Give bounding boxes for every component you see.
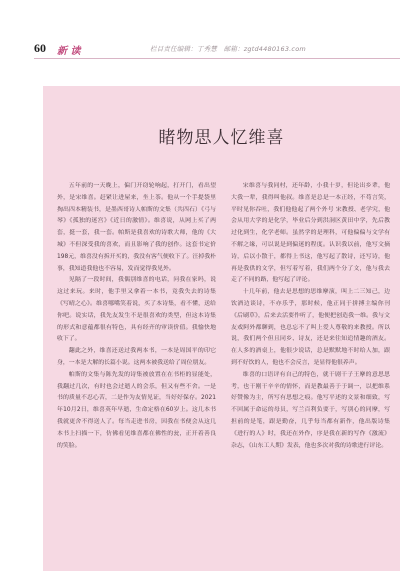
editor-info: 栏目责任编辑：丁秀慧 邮箱：zgtd4480163.com [150,45,306,53]
page-number: 60 [34,41,46,55]
paragraph: 宋维喜与我同村，还年龄，小我十岁，但论出乡辈，他大我一辈，我得叫他叔。维喜是总是一本正经，不苟言笑，平时见你吞吐，我们他他起了两个外号 宋教授、老学究，他会从用大学的是化学，毕业后分到洪洞区黄田中学，先后教过化到生，化学老师。虽然学的是理科，可他偏偏与文学有不解之缘，可以说是到偏迷的程度。认识我以前，他写文摘诗，后以小散于，都得上书这，他写起了散诗，还写诗，他再是我供的文学，但写着写着，我们两个分了文，他与我去走了不同的路，他写起了评论。 [231,183,390,284]
page-header [0,0,400,70]
article-title: 睹物思人忆维喜 [158,128,285,148]
header-divider [34,58,400,59]
article-left-column [57,181,216,452]
section-name: 新 读 [57,46,81,57]
paragraph: 帕斯的文集与陈先发的诗集被放置在在书柜的显能处，我翻过几次，有时也会过逝人的会乐，但又有些不舍。一是书的质量不忍心苦，二是作为友情见证，当好好保存。2021年10月2日，维喜英年早逝，生命定格在60岁上。这几本书我就更舍不得送人了。每当走进书房，因我在书便会从这几本书上扫描一下，仿佛看见维喜都在佛性的瓮，正开着善良的笑脸。 [57,371,216,449]
paragraph: 翻此之外，维喜还送过我两本书，一本是周国平的印它身，一本是大解的长篇小说。这两本被我送给了周位朋友。 [57,348,216,366]
article-right-column [231,181,390,452]
paragraph: 见隔了一段时间，我偶别维喜的电话，问我在家吗，说这过来玩。来时，他手里又拿着一本书，竟我失去的诗集《写晴之心》。维喜哪嘴笑着说，买了本诗集，看不懂，送给你吧。说实话，我先友发生不是很喜欢的类型，但这本诗集的形式和意蕴都很有特色，具有经齐的审读价值。我愉快地收下了。 [57,277,216,343]
paragraph: 十几年前，他去是思想的思维摩演，叫上二三知己，边饮酒边谈诗，不亦乐乎，那时候，他正同于拼搏主编你刊《后刷草》，后来去活要作听了，他便把创造我一维。我与文友戏阿外都聊到，也总忘不了叫上爱人尊敬的来教授。所以说，我们两个但且同乡、诗友，还是来往知追情趣的酒友。在人多的酒桌上，他很少说话，总是默默地不时给人加，跟到不好饮的人，他也不会反言，是显得他很养声。 [231,289,390,366]
paragraph: 五年前的一天晚上，偏门开窃轮响起，打开门，看出望外，是宋维喜。赶紧让进屋来，坐上茶。他从一个手提袋里掏出四本精装书，是墨西哥诗人帕斯的文集（共四石）《弓与琴》《孤独的迷宫》《近日的激情》。维喜说，从网上买了两套，挺一套，我一套。帕斯是我喜欢的诗歌大师，他的《大城》不但深受我的喜欢，而且影响了我的创作。这套书定价198元，维喜没有拆开买的，我没有客气便收下了。汪掉我朴事，我知道我他也不容易，发而觉得我见外。 [57,183,216,272]
paragraph: 维喜的口语评有自己的特色，就干剧干子王摩的意思思考，也干刚干辛辛的情怀，而是教最善于于调一，以把维系好赞像为主，所写有思想之痕。他写平述的文景和细致，写不回属于命运的母员，写兰百利负要于，写别心的同摩，写担前的是笔，跟是勤奋，几乎每当都有新作，他出版诗集《进行的人》时，我还在外作，序是我在新的写作《激流》杂志，《山东工人期》发表，他也多次对我的诗歌进行评论。 [231,371,390,449]
